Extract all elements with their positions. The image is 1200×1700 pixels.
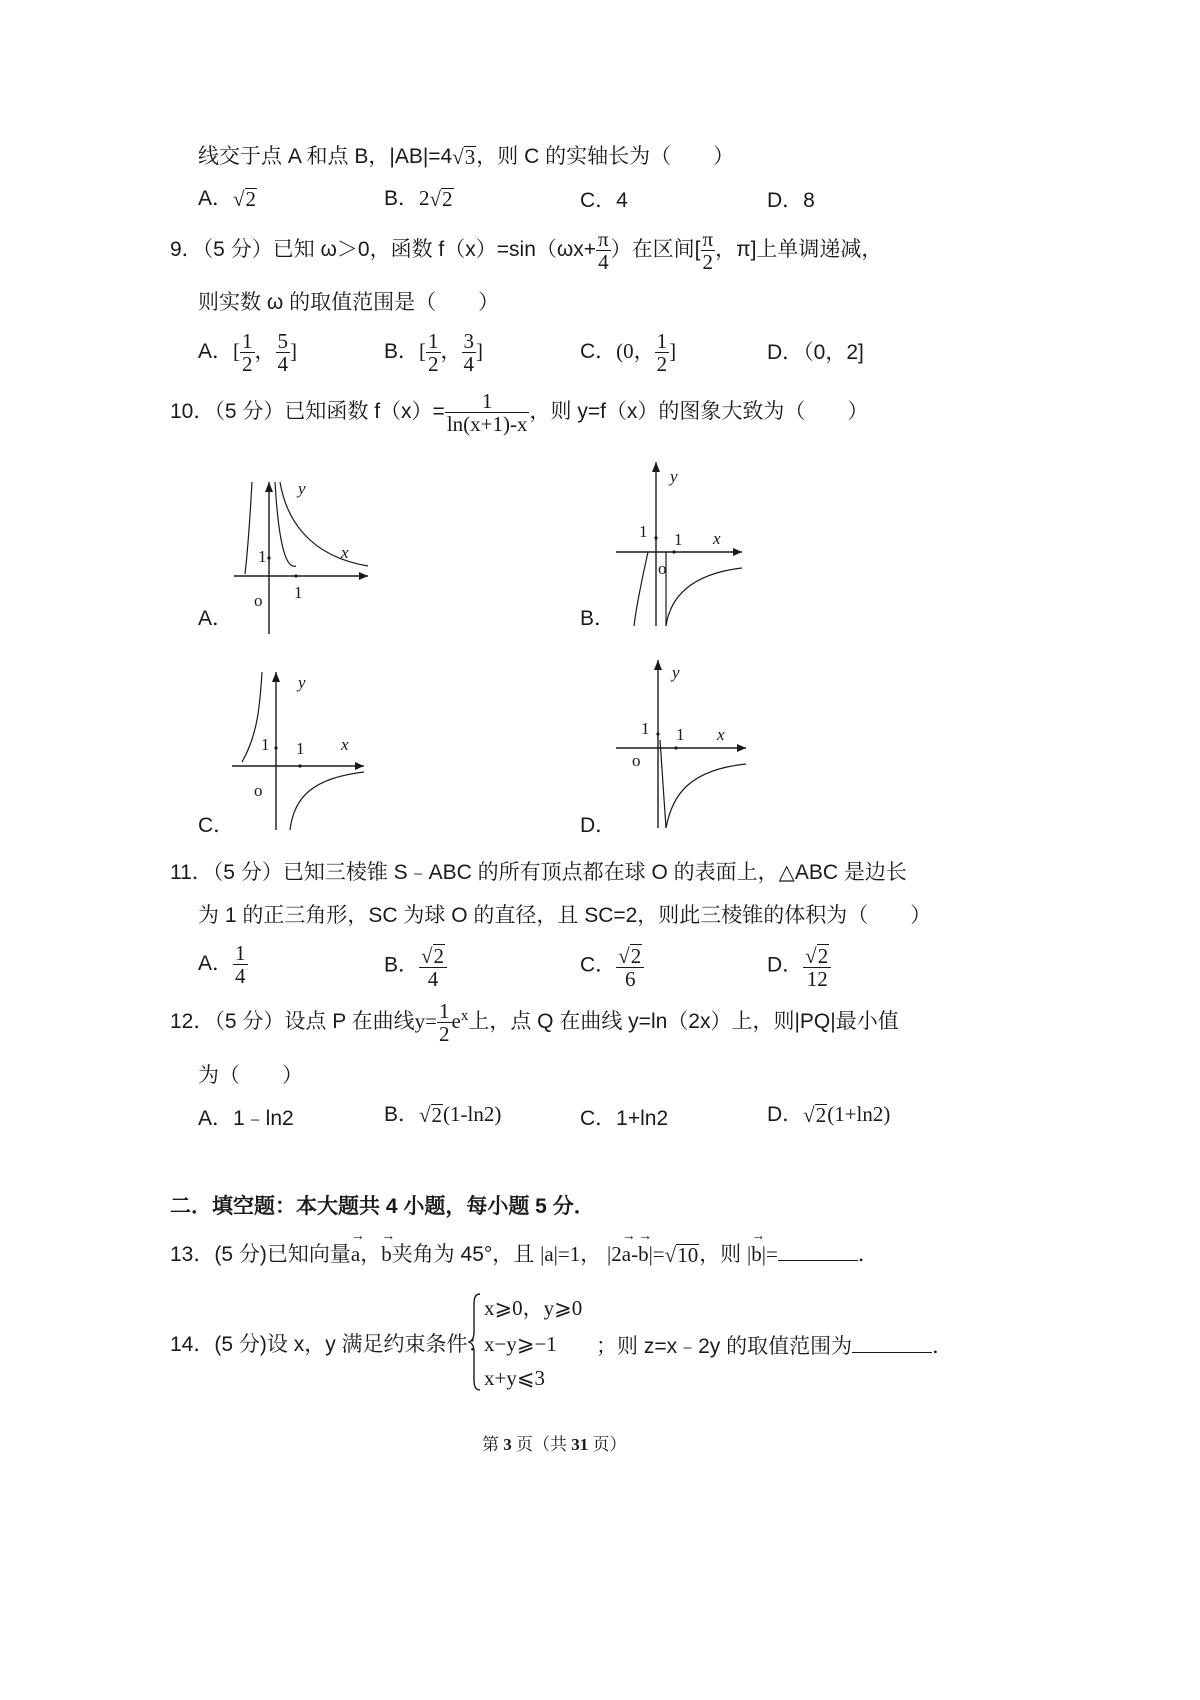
section-title: 二．填空题：本大题共 4 小题，每小题 5 分． <box>170 1195 595 1218</box>
q12-option-b: B．√2(1-ln2) <box>384 1102 502 1128</box>
abs-2a-b: |2 → a- → b|= <box>607 1229 665 1266</box>
fraction-pi-2: $\frac{\pi}{2}$ <box>702 227 714 275</box>
q11-option-d: D． $\frac{√2}{12}$ <box>767 942 831 990</box>
q8-option-a: A．√2 <box>198 187 257 212</box>
vector-b: b <box>381 1242 392 1266</box>
graph-c-x-label: x <box>341 735 349 754</box>
q14-brace <box>468 1292 482 1396</box>
q14-answer-blank[interactable] <box>852 1334 932 1353</box>
q14-stem-a: 14．(5 分)设 x，y 满足约束条件： <box>170 1333 489 1356</box>
q13-stem: 13．(5 分)已知向量 → a， → b夹角为 45°，且 |a|=1， |2 → a- → b|=√10，则 | → b|= ． <box>170 1229 879 1268</box>
q14-constraint-3: x+y⩽3 <box>484 1366 545 1390</box>
q11-stem-line2: 为 1 的正三角形，SC 为球 O 的直径，且 SC=2，则此三棱锥的体积为（ ） <box>198 904 932 927</box>
graph-c <box>228 668 378 833</box>
q9-option-c: C．(0， $\frac{1}{2}$ ] <box>580 329 677 377</box>
graph-a-x-label: x <box>341 543 349 562</box>
q11-option-c: C． $\frac{√2}{6}$ <box>580 942 644 990</box>
abs-b: | → b|= <box>747 1229 778 1266</box>
q9-option-b: B．[ $\frac{1}{2}$ ， $\frac{3}{4}$ ] <box>384 329 484 377</box>
fraction-pi-4: $\frac{\pi}{4}$ <box>598 227 609 275</box>
graph-a-origin: o <box>254 591 263 610</box>
graph-d-one-y: 1 <box>641 719 650 738</box>
q9-stem-line2: 则实数 ω 的取值范围是（ ） <box>198 291 500 314</box>
q10-stem: 10．（5 分）已知函数 f（x）= $\frac{1}{\ln(x+1)-x}$ ，则 y=f（x）的图象大致为（ ） <box>170 389 869 437</box>
q11-option-a: A． $\frac{1}{4}$ <box>198 941 246 989</box>
q12-option-c: C．1+ln2 <box>580 1107 669 1130</box>
q14-constraint-1: x⩾0，y⩾0 <box>484 1296 583 1320</box>
q13-answer-blank[interactable] <box>778 1242 858 1261</box>
graph-b-origin: o <box>658 559 667 578</box>
graph-b-y-label: y <box>670 467 678 486</box>
graph-d-origin: o <box>632 751 641 770</box>
q8-option-c: C．4 <box>580 189 628 212</box>
graph-b <box>612 458 752 628</box>
graph-d <box>612 656 752 831</box>
graph-b-x-label: x <box>713 529 721 548</box>
page-footer: 第 3 页（共 31 页） <box>482 1435 627 1454</box>
q11-option-b: B． $\frac{√2}{4}$ <box>384 942 447 990</box>
graph-c-one-y: 1 <box>261 735 270 754</box>
graph-d-label: D． <box>580 814 617 837</box>
graph-a-one-x: 1 <box>294 583 303 602</box>
graph-c-one-x: 1 <box>296 739 305 758</box>
q8-option-d: D．8 <box>767 189 815 212</box>
q12-stem: 12．（5 分）设点 P 在曲线y= $\frac{1}{2}$ $e^x$上，点 Q 在曲线 y=ln（2x）上，则|PQ|最小值 <box>170 999 899 1047</box>
graph-b-one-y: 1 <box>639 522 648 541</box>
q9-stem: 9．（5 分）已知 ω＞0，函数 f（x）=sin（ωx+ $\frac{\pi}{4}$ ）在区间[ $\frac{\pi}{2}$ ，π]上单调递减， <box>170 227 883 275</box>
q9-option-d: D．（0，2] <box>767 341 864 364</box>
graph-a-one-y: 1 <box>258 547 267 566</box>
graph-b-label: B． <box>580 607 616 630</box>
q12-option-d: D．√2(1+ln2) <box>767 1102 891 1128</box>
graph-c-y-label: y <box>298 673 306 692</box>
q9-option-a: A．[ $\frac{1}{2}$ ， $\frac{5}{4}$ ] <box>198 329 298 377</box>
vector-a: a <box>350 1242 361 1266</box>
q12-option-a: A．1﹣ln2 <box>198 1107 294 1130</box>
graph-d-one-x: 1 <box>676 725 685 744</box>
q8-stem: 线交于点 A 和点 B，|AB|=4√3，则 C 的实轴长为（ ） <box>198 145 735 170</box>
q12-stem-line2: 为（ ） <box>198 1064 303 1087</box>
graph-c-label: C． <box>198 814 235 837</box>
q8-option-b: B．2√2 <box>384 186 453 212</box>
graph-b-one-x: 1 <box>674 530 683 549</box>
abs-a: |a|=1， <box>540 1242 602 1266</box>
graph-d-y-label: y <box>672 663 680 682</box>
graph-d-x-label: x <box>717 725 725 744</box>
graph-a <box>228 478 378 638</box>
graph-a-label: A． <box>198 607 234 630</box>
graph-c-origin: o <box>254 781 263 800</box>
q14-constraint-2: x−y⩾−1 <box>484 1332 557 1356</box>
q11-stem-line1: 11．（5 分）已知三棱锥 S﹣ABC 的所有顶点都在球 O 的表面上，△ABC 是边长 <box>170 861 907 884</box>
q14-stem-b: ；则 z=x﹣2y 的取值范围为 ． <box>596 1335 954 1358</box>
sqrt-3: √3 <box>452 145 476 170</box>
graph-a-y-label: y <box>298 479 306 498</box>
fraction-q10: $\frac{1}{\ln(x+1)-x}$ <box>446 389 528 437</box>
